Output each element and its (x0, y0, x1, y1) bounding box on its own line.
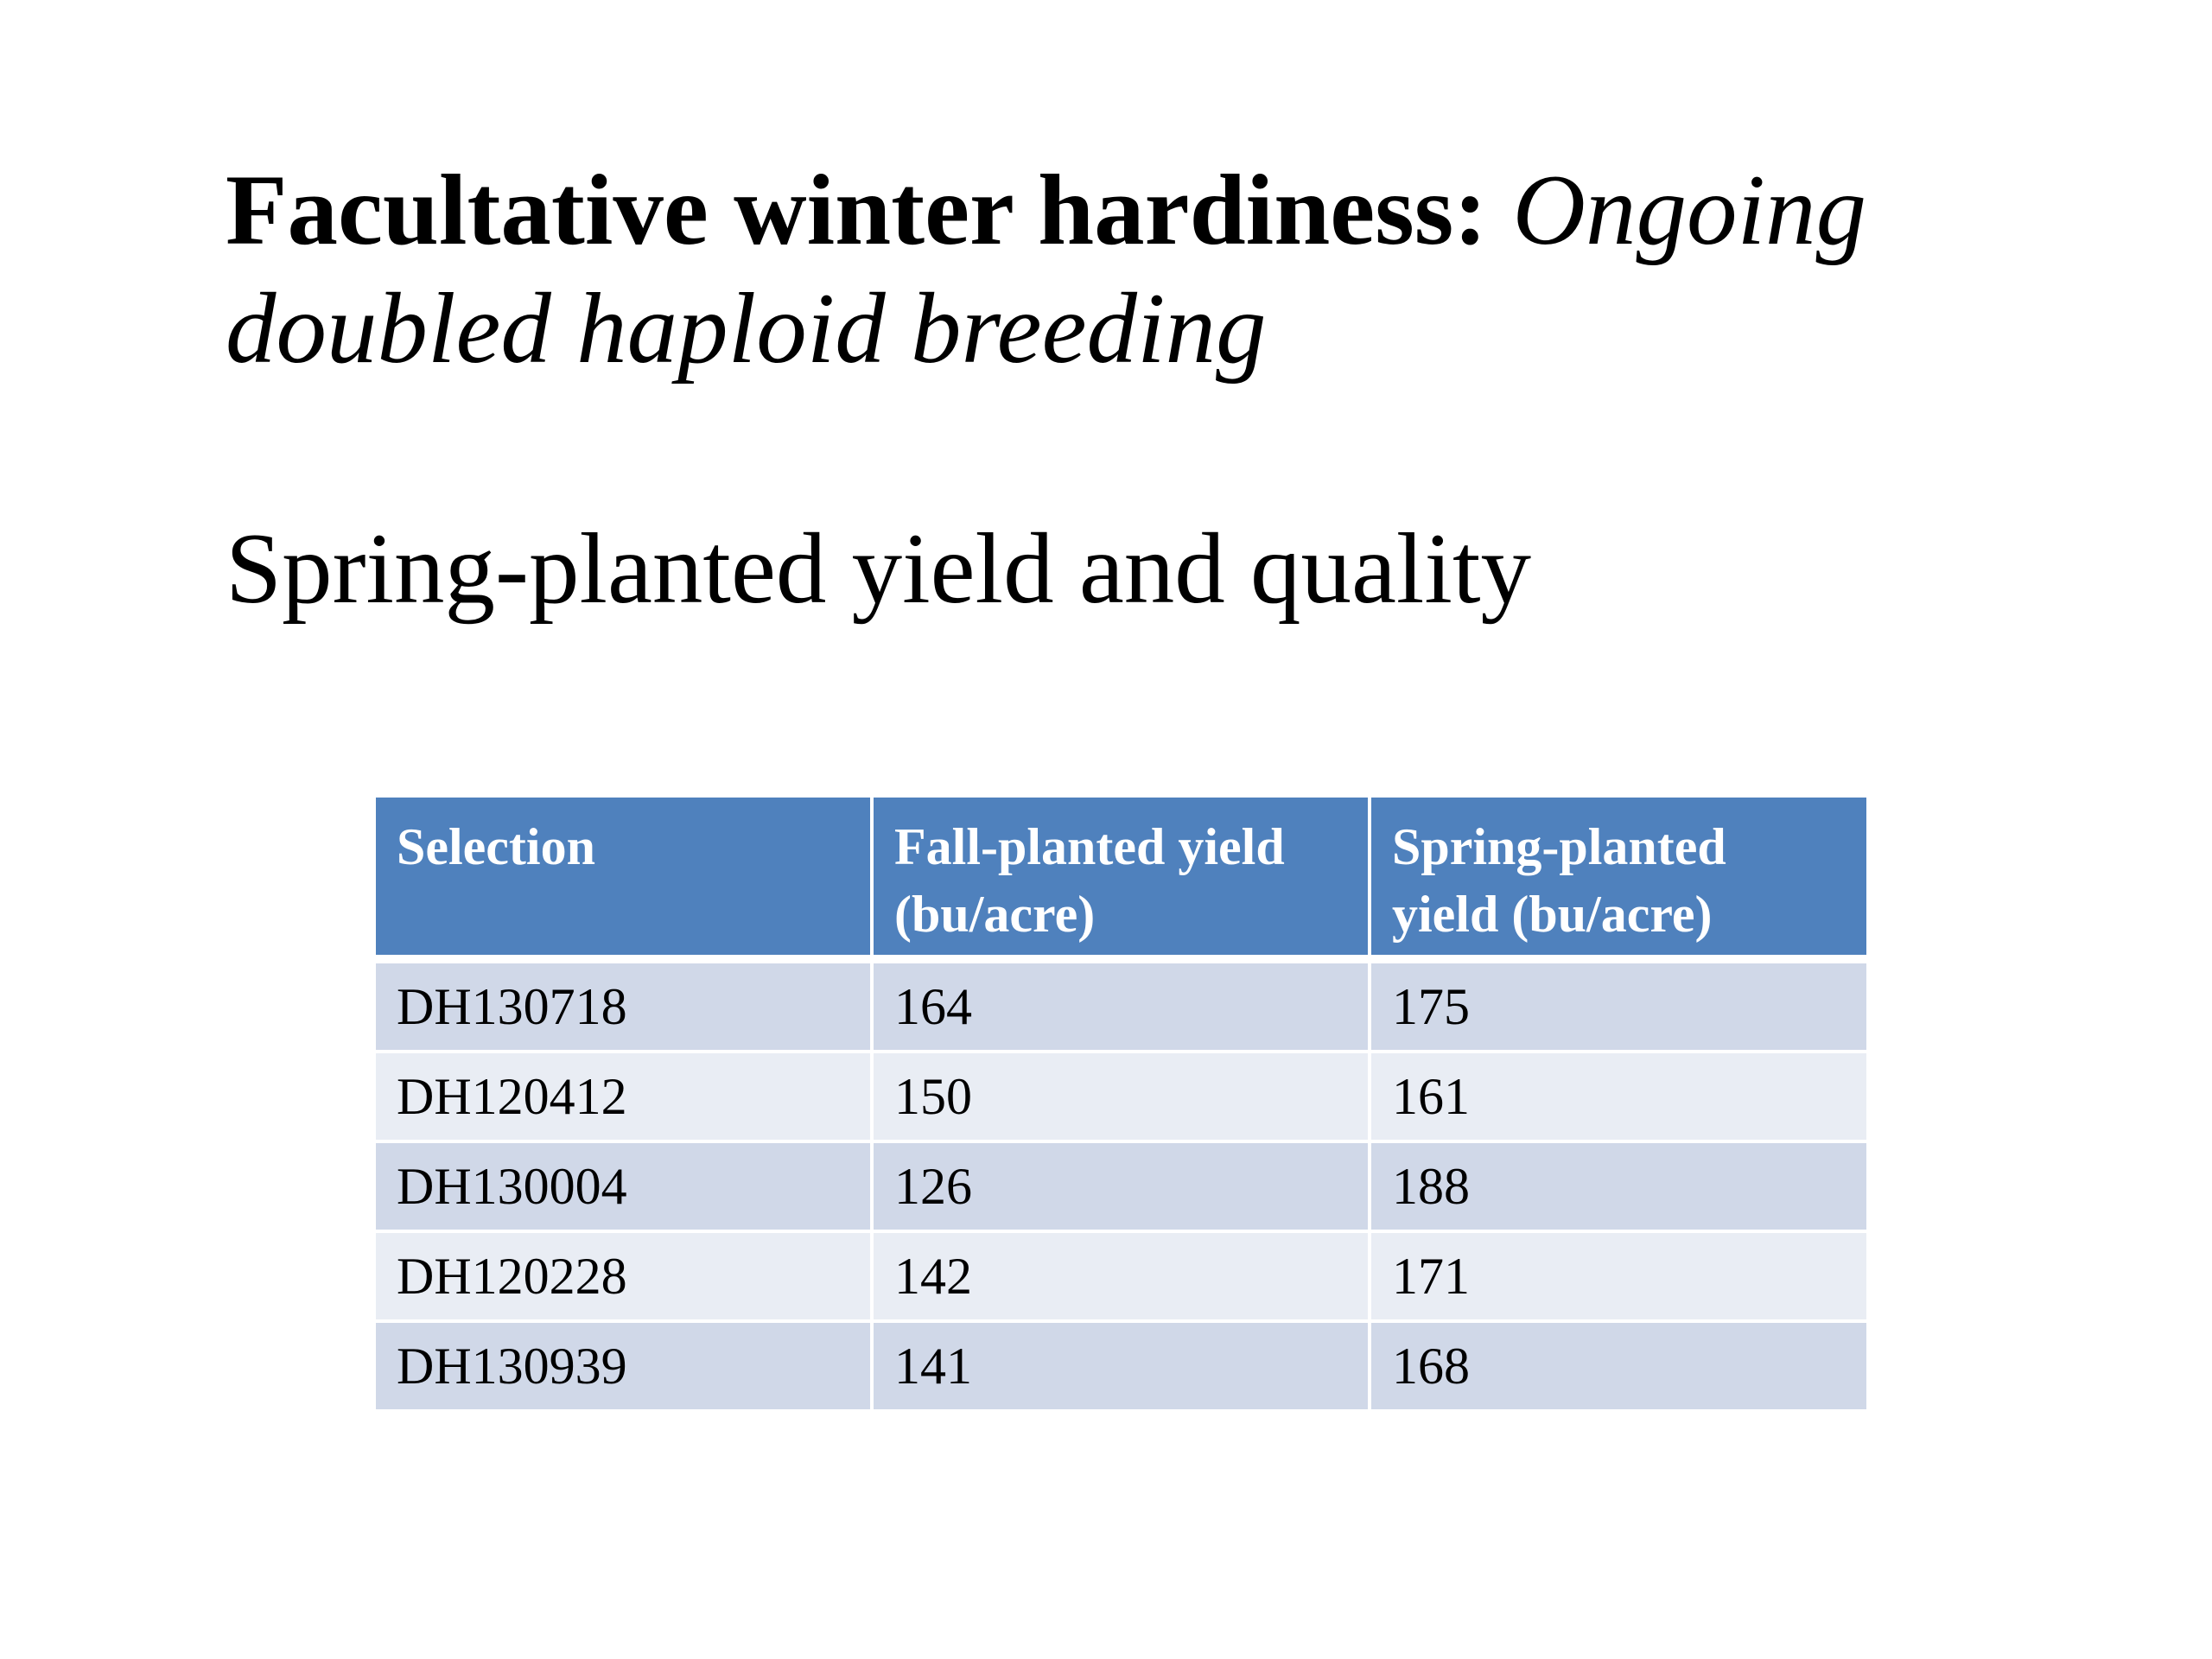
cell-fall-yield: 164 (872, 959, 1370, 1052)
cell-fall-yield: 126 (872, 1141, 1370, 1231)
cell-spring-yield: 161 (1370, 1052, 1868, 1141)
slide-title (226, 151, 1954, 388)
cell-selection: DH130939 (374, 1321, 872, 1411)
header-fall-planted-yield: Fall-planted yield (bu/acre) (872, 796, 1370, 959)
cell-selection: DH130004 (374, 1141, 872, 1231)
table-row (374, 1141, 1868, 1231)
cell-fall-yield: 142 (872, 1231, 1370, 1321)
table-header-row (374, 796, 1868, 959)
table-row (374, 1231, 1868, 1321)
yield-table (372, 794, 1870, 1413)
cell-selection: DH120228 (374, 1231, 872, 1321)
cell-selection: DH120412 (374, 1052, 872, 1141)
table-row (374, 1052, 1868, 1141)
table-row (374, 959, 1868, 1052)
title-bold-text: Facultative winter hardiness: (226, 155, 1488, 266)
cell-spring-yield: 171 (1370, 1231, 1868, 1321)
title-italic-text: Ongoing doubled haploid breeding (226, 155, 1866, 385)
cell-spring-yield: 188 (1370, 1141, 1868, 1231)
cell-spring-yield: 168 (1370, 1321, 1868, 1411)
cell-spring-yield: 175 (1370, 959, 1868, 1052)
header-selection: Selection (374, 796, 872, 959)
table-row (374, 1321, 1868, 1411)
cell-fall-yield: 141 (872, 1321, 1370, 1411)
slide-subtitle: Spring-planted yield and quality (226, 513, 1531, 625)
cell-fall-yield: 150 (872, 1052, 1370, 1141)
header-spring-planted-yield: Spring-planted yield (bu/acre) (1370, 796, 1868, 959)
cell-selection: DH130718 (374, 959, 872, 1052)
